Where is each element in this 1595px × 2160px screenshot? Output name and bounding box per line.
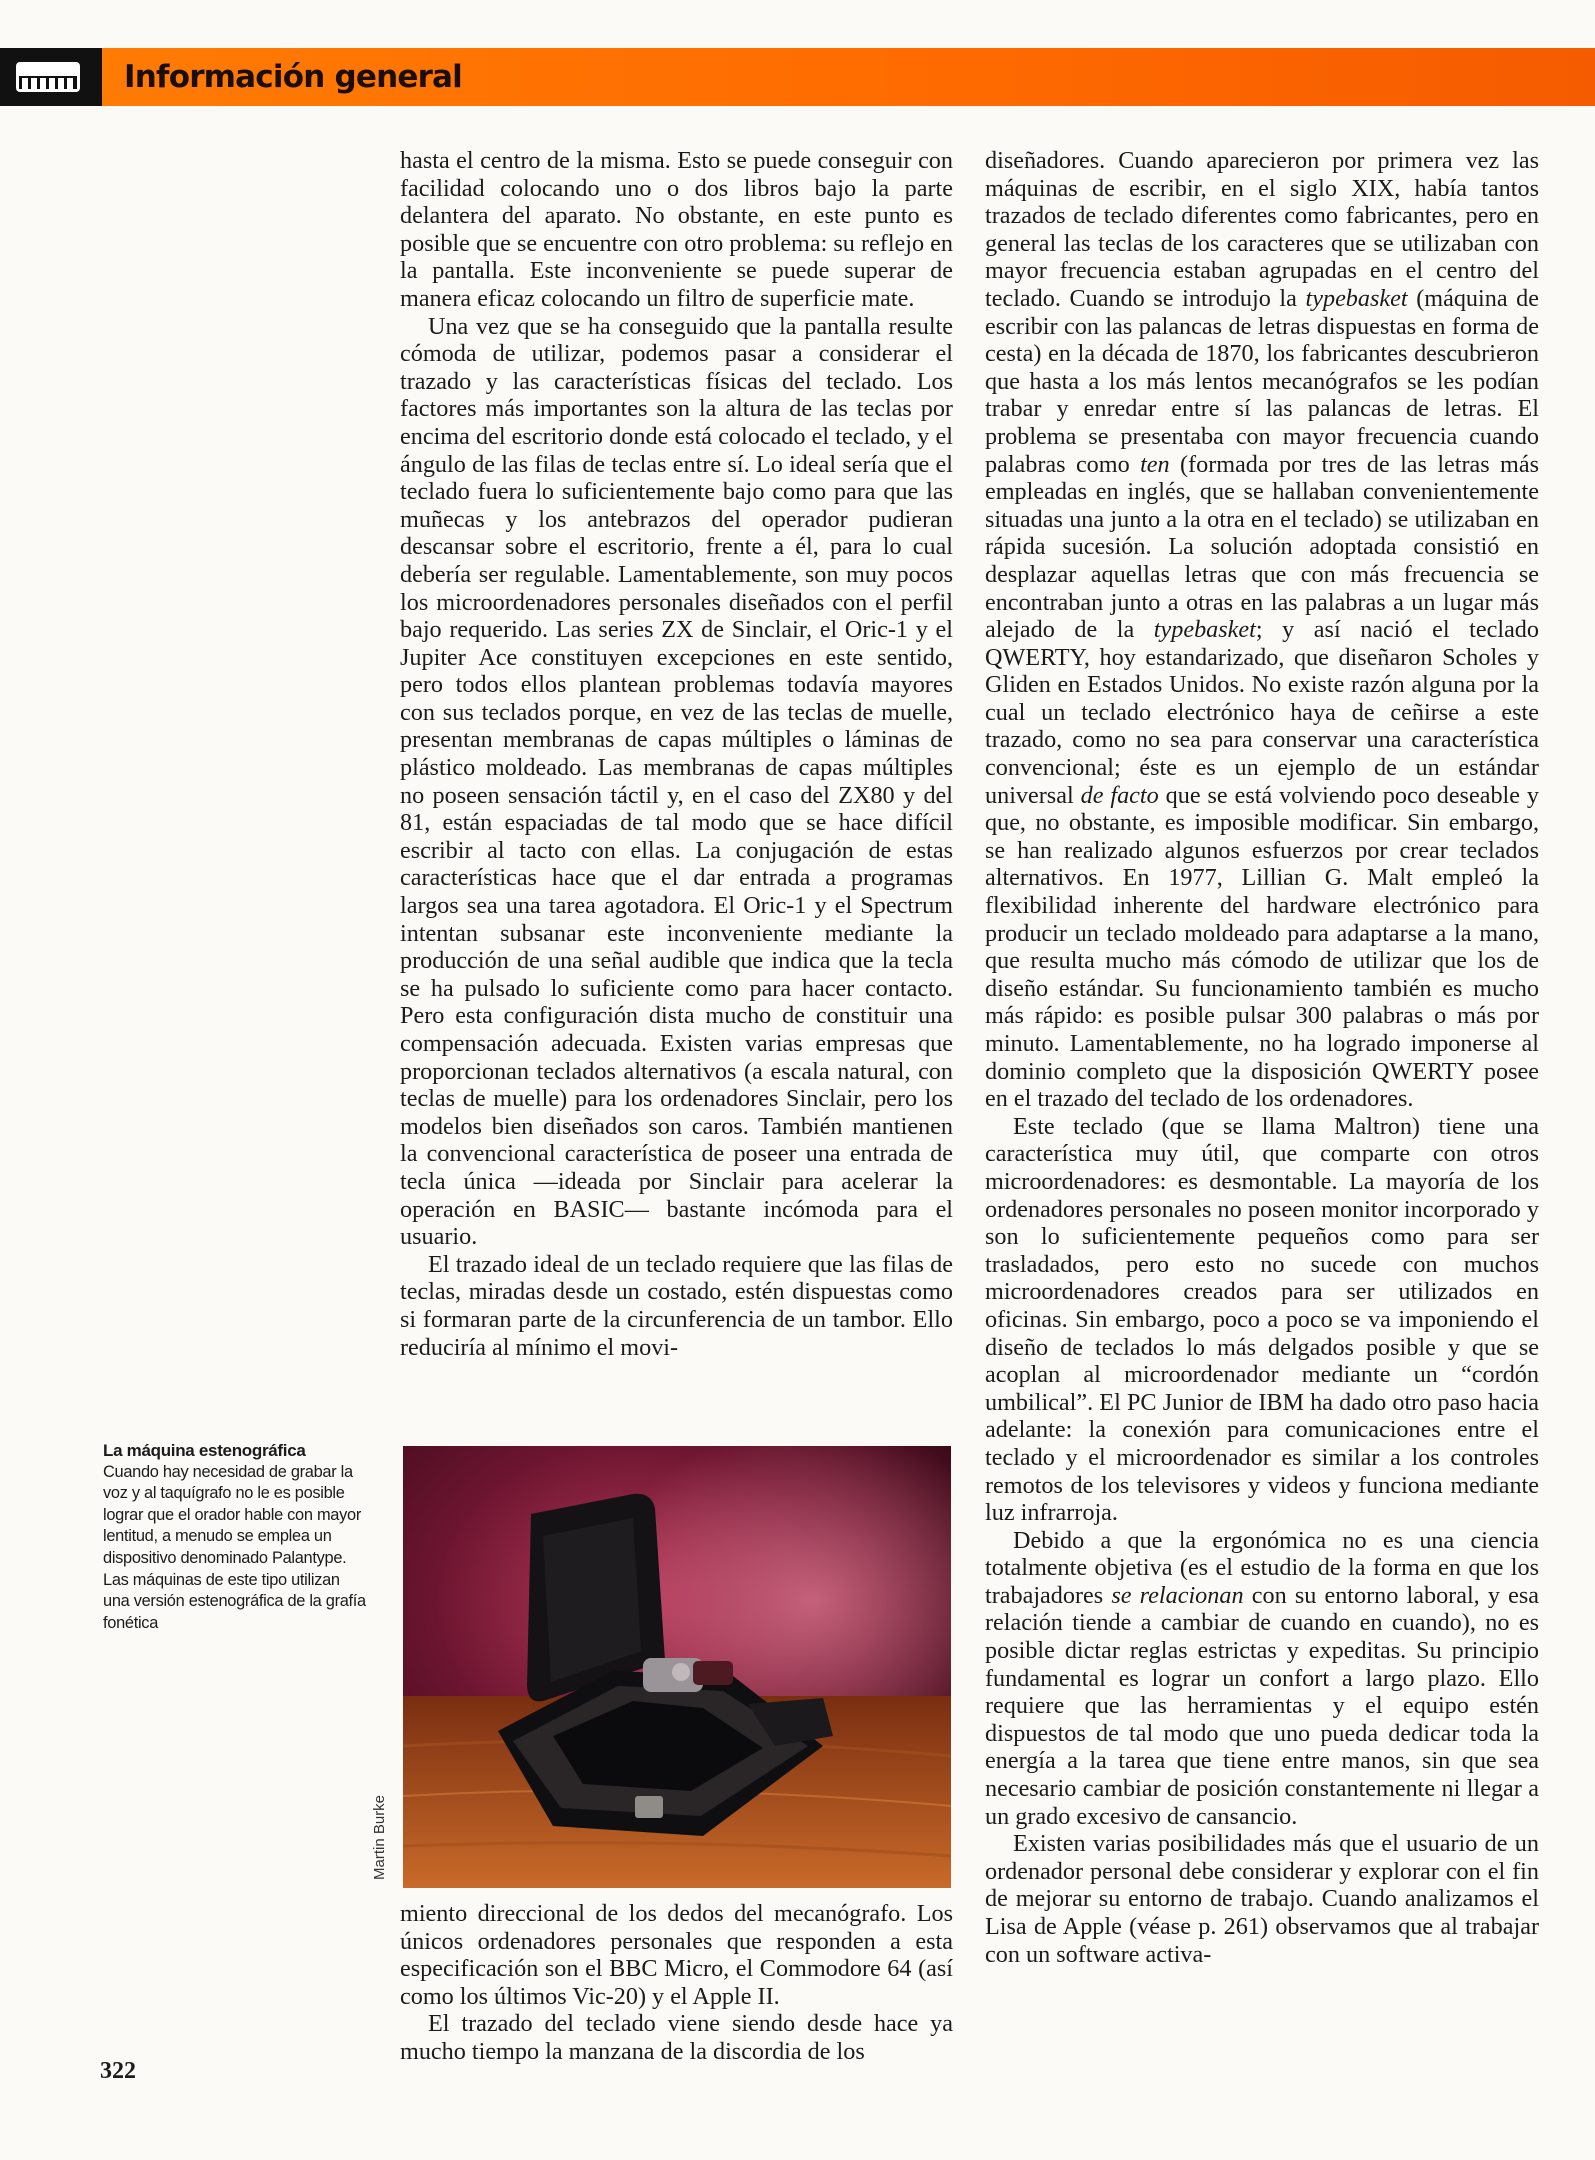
keyboard-keys-icon bbox=[0, 48, 102, 106]
paragraph: Debido a que la ergonómica no es una ciencia totalmente objetiva (es el estudio de la forma en que los trabajadores se relacionan con su entorno laboral, y esa relación tiende a cambiar de cuando en cuando), no es posible dictar reglas estrictas y expeditas. Su principio fundamental es lograr un confort a largo plazo. Ello requiere que las herramientas y el equipo estén dispuestos de tal modo que uno pueda dedicar toda la energía a la tarea que tiene entre manos, sin que sea necesario cambiar de posición constantemente ni llegar a un grado excesivo de cansancio. bbox=[985, 1526, 1540, 1830]
caption-body: Cuando hay necesidad de grabar la voz y al taquígrafo no le es posible lograr que el orador hable con mayor lentitud, a menudo se emplea un dispositivo denominado Palantype. Las máquinas de este tipo utilizan una versión estenográfica de la grafía fonética bbox=[103, 1462, 366, 1632]
paragraph: miento direccional de los dedos del mecanógrafo. Los únicos ordenadores personales que responden a esta especificación son el BBC Micro, el Commodore 64 (así como los últimos Vic-20) y el Apple II. bbox=[400, 1900, 953, 2010]
paragraph: El trazado del teclado viene siendo desde hace ya mucho tiempo la manzana de la discordia de los bbox=[400, 2010, 953, 2065]
section-title: Información general bbox=[124, 59, 463, 95]
paragraph: El trazado ideal de un teclado requiere que las filas de teclas, miradas desde un costado, estén dispuestas como si formaran parte de la circunferencia de un tambor. Ello reduciría al mínimo el movi- bbox=[400, 1250, 953, 1361]
paragraph: Este teclado (que se llama Maltron) tiene una característica muy útil, que comparte con otros microordenadores: es desmontable. La mayoría de los ordenadores personales no poseen monitor incorporado y son lo suficientemente pequeños como para ser trasladados, pero esto no sucede con muchos microordenadores creados para ser utilizados en oficinas. Sin embargo, poco a poco se va imponiendo el diseño de teclados lo más delgados posible y que se acoplan al microordenador mediante un “cordón umbilical”. El PC Junior de IBM ha dado otro paso hacia adelante: la conexión para comunicaciones entre el teclado y el microordenador es similar a los controles remotos de los televisores y videos y funciona mediante luz infrarroja. bbox=[985, 1112, 1539, 1527]
article-column-middle-bottom bbox=[400, 1900, 953, 2080]
article-column-middle-top bbox=[400, 147, 953, 1447]
paragraph: diseñadores. Cuando aparecieron por primera vez las máquinas de escribir, en el siglo XIX, había tantos trazados de teclado diferentes como fabricantes, pero en general las teclas de los caracteres que se utilizaban con mayor frecuencia estaban agrupadas en el centro del teclado. Cuando se introdujo la typebasket (máquina de escribir con las palancas de letras dispuestas en forma de cesta) en la década de 1870, los fabricantes descubrieron que hasta a los más lentos mecanógrafos se les podían trabar y enredar entre sí las palancas de letras. El problema se presentaba con mayor frecuencia cuando palabras como ten (formada por tres de las letras más empleadas en inglés, que se hallaban convenientemente situadas una junto a la otra en el teclado) se utilizaban en rápida sucesión. La solución adoptada consistió en desplazar aquellas letras que con más frecuencia se encontraban junto a otras en las palabras a un lugar más alejado de la typebasket; y así nació el teclado QWERTY, hoy estandarizado, que diseñaron Scholes y Gliden en Estados Unidos. No existe razón alguna por la cual un teclado electrónico haya de ceñirse a este trazado, como no sea para conservar una característica convencional; éste es un ejemplo de un estándar universal de facto que se está volviendo poco deseable y que, no obstante, es imposible modificar. Sin embargo, se han realizado algunos esfuerzos por crear teclados alternativos. En 1977, Lillian G. Malt empleó la flexibilidad inherente del hardware electrónico para producir un teclado moldeado para adaptarse a la mano, que resulta mucho más cómodo de utilizar que los de diseño estándar. Su funcionamiento también es mucho más rápido: es posible pulsar 300 palabras o más por minuto. Lamentablemente, no ha logrado imponerse al dominio completo que la disposición QWERTY posee en el trazado del teclado de los ordenadores. bbox=[985, 147, 1540, 1113]
caption-title: La máquina estenográfica bbox=[103, 1441, 306, 1460]
photo-credit: Martin Burke bbox=[371, 1794, 388, 1880]
paragraph: Existen varias posibilidades más que el usuario de un ordenador personal debe considerar y explorar con el fin de mejorar su entorno de trabajo. Cuando analizamos el Lisa de Apple (véase p. 261) observamos que al trabajar con un software activa- bbox=[985, 1830, 1539, 1968]
paragraph: hasta el centro de la misma. Esto se puede conseguir con facilidad colocando uno o dos libros bajo la parte delantera del aparato. No obstante, en este punto es posible que se encuentre con otro problema: su reflejo en la pantalla. Este inconveniente se puede superar de manera eficaz colocando un filtro de superficie mate. bbox=[400, 147, 953, 312]
photo-caption bbox=[103, 1440, 368, 1634]
stenograph-machine-photo bbox=[403, 1446, 951, 1888]
basic-word: BASIC bbox=[553, 1195, 625, 1223]
paragraph: Una vez que se ha conseguido que la pantalla resulte cómoda de utilizar, podemos pasar a considerar el trazado y las características físicas del teclado. Los factores más importantes son la altura de las teclas por encima del escritorio donde está colocado el teclado, y el ángulo de las filas de teclas entre sí. Lo ideal sería que el teclado fuera lo suficientemente bajo como para que las muñecas y los antebrazos del operador pudieran descansar sobre el escritorio, frente a él, para lo cual debería ser regulable. Lamentablemente, son muy pocos los microordenadores personales diseñados con el perfil bajo requerido. Las series ZX de Sinclair, el Oric-1 y el Jupiter Ace constituyen excepciones en este sentido, pero todos ellos plantean problemas todavía mayores con sus teclados porque, en vez de las teclas de muelle, presentan membranas de capas múltiples o láminas de plástico moldeado. Las membranas de capas múltiples no poseen sensación táctil y, en el caso del ZX80 y del 81, están espaciadas de tal modo que se hace difícil escribir al tacto con ellas. La conjugación de estas características hace que el dar entrada a programas largos sea una tarea agotadora. El Oric-1 y el Spectrum intentan subsanar este inconveniente mediante la producción de una señal audible que indica que la tecla se ha pulsado lo suficiente como para hacer contacto. Pero esta configuración dista mucho de constituir una compensación adecuada. Existen varias empresas que proporcionan teclados alternativos (a escala natural, con teclas de muelle) para los ordenadores Sinclair, pero los modelos bien diseñados son caros. También mantienen la convencional característica de poseer una entrada de tecla única —ideada por Sinclair para acelerar la operación en BASIC— bastante incómoda para el usuario. bbox=[400, 312, 954, 1251]
article-column-right bbox=[985, 147, 1539, 2092]
page-number: 322 bbox=[100, 2058, 136, 2084]
